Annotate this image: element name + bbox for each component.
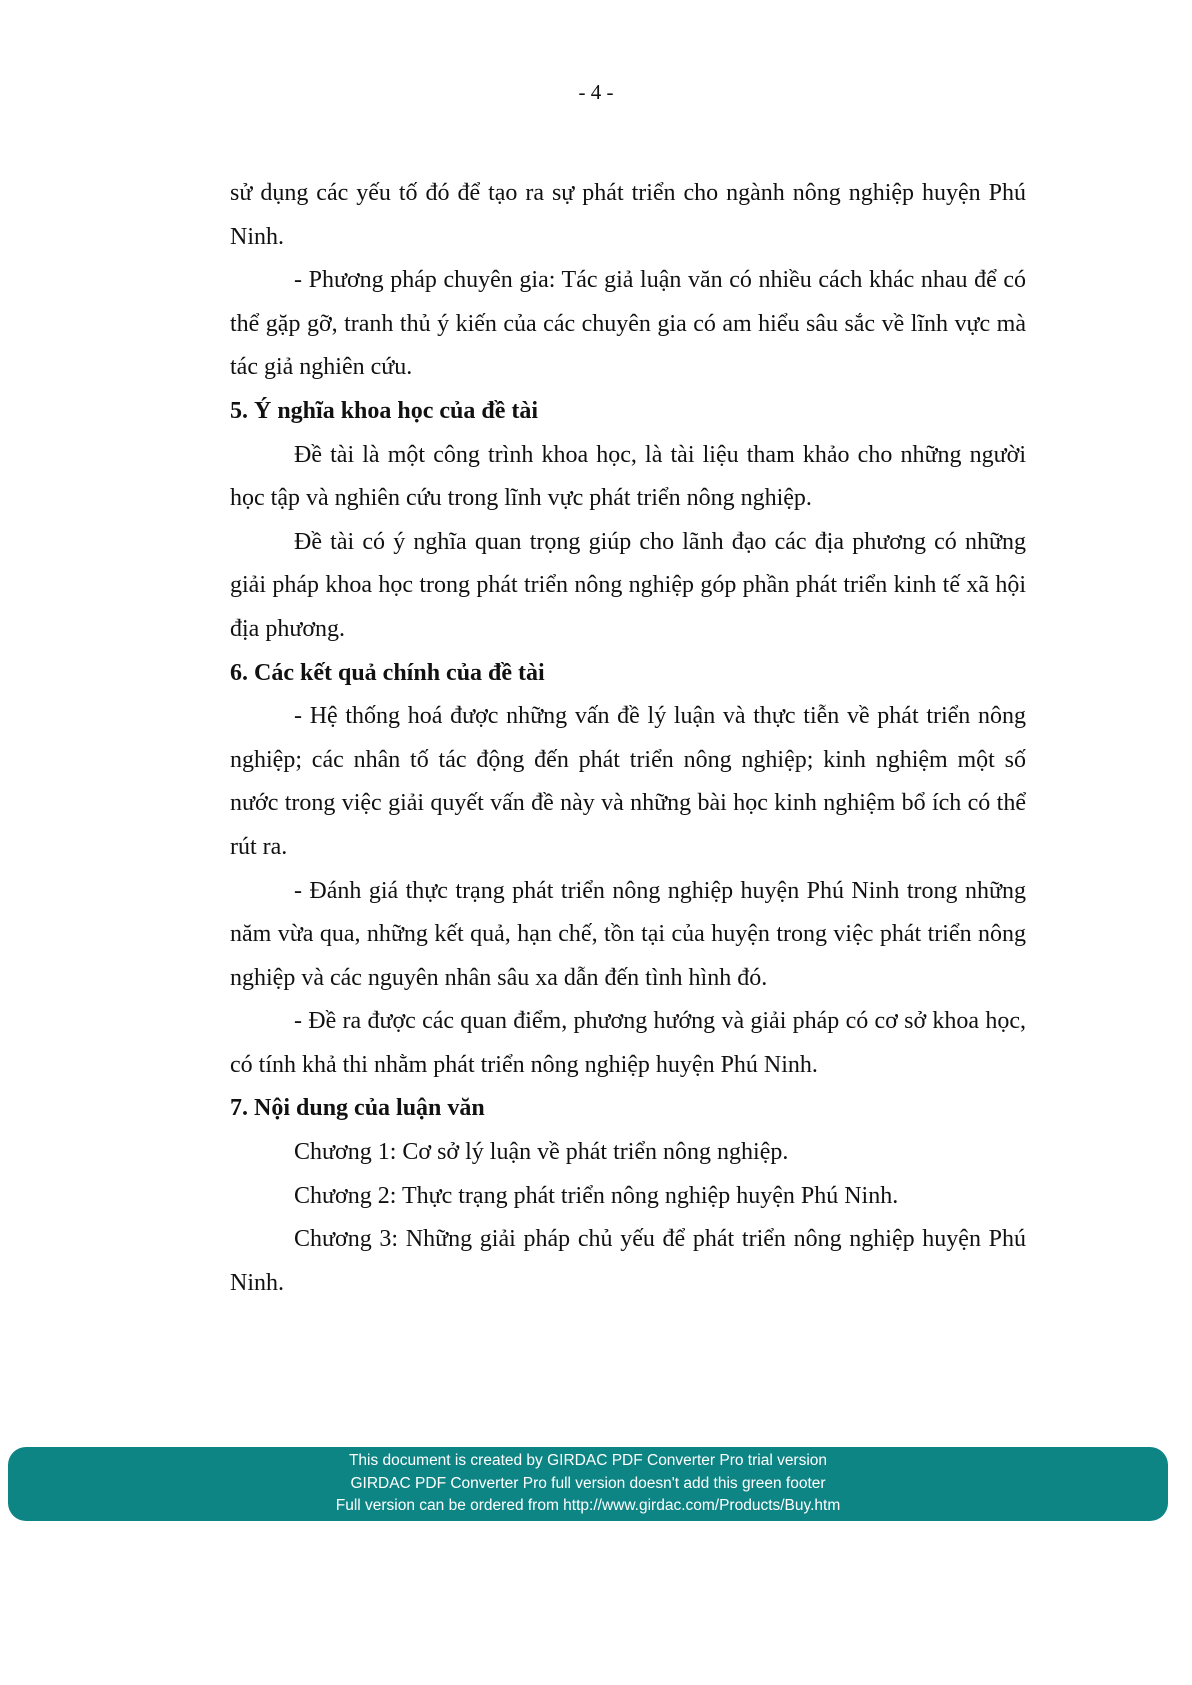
paragraph: - Đề ra được các quan điểm, phương hướng và giải pháp có cơ sở khoa học, có tính khả thi nhằm phát triển nông nghiệp huyện Phú Ninh. [230,1008,1026,1078]
paragraph: - Phương pháp chuyên gia: Tác giả luận văn có nhiều cách khác nhau để có thể gặp gỡ, tranh thủ ý kiến của các chuyên gia có am hiểu sâu sắc về lĩnh vực mà tác giả nghiên cứu. [230,267,1026,381]
footer-line: GIRDAC PDF Converter Pro full version doesn't add this green footer [350,1474,826,1492]
document-body [230,172,1026,1305]
paragraph: Chương 1: Cơ sở lý luận về phát triển nông nghiệp. [294,1139,789,1166]
paragraph: Đề tài có ý nghĩa quan trọng giúp cho lãnh đạo các địa phương có những giải pháp khoa học trong phát triển nông nghiệp góp phần phát triển kinh tế xã hội địa phương. [230,528,1026,642]
paragraph: Chương 3: Những giải pháp chủ yếu để phát triển nông nghiệp huyện Phú Ninh. [230,1226,1026,1296]
page-number: - 4 - [578,80,614,104]
paragraph: - Đánh giá thực trạng phát triển nông nghiệp huyện Phú Ninh trong những năm vừa qua, những kết quả, hạn chế, tồn tại của huyện trong việc phát triển nông nghiệp và các nguyên nhân sâu xa dẫn đến tình hình đó. [230,877,1026,991]
footer-line: This document is created by GIRDAC PDF Converter Pro trial version [348,1452,828,1470]
section-heading: 5. Ý nghĩa khoa học của đề tài [230,397,539,424]
paragraph: Chương 2: Thực trạng phát triển nông nghiệp huyện Phú Ninh. [294,1182,899,1209]
paragraph: sử dụng các yếu tố đó để tạo ra sự phát triển cho ngành nông nghiệp huyện Phú Ninh. [230,180,1026,250]
trial-footer-banner [8,1447,1168,1521]
section-heading: 7. Nội dung của luận văn [230,1095,485,1122]
footer-line: Full version can be ordered from http://www.girdac.com/Products/Buy.htm [335,1497,841,1515]
paragraph: - Hệ thống hoá được những vấn đề lý luận và thực tiễn về phát triển nông nghiệp; các nhân tố tác động đến phát triển nông nghiệp; kinh nghiệm một số nước trong việc giải quyết vấn đề này và những bài học kinh nghiệm bổ ích có thể rút ra. [230,703,1026,860]
paragraph: Đề tài là một công trình khoa học, là tài liệu tham khảo cho những người học tập và nghiên cứu trong lĩnh vực phát triển nông nghiệp. [230,441,1026,512]
section-heading: 6. Các kết quả chính của đề tài [230,659,545,686]
